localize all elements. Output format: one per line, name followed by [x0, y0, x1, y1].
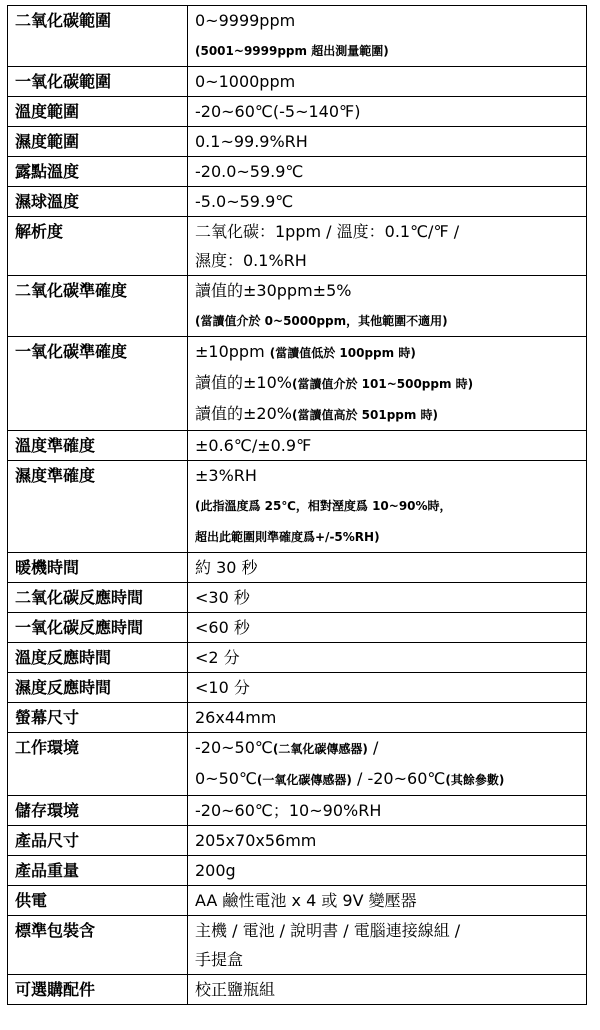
spec-label: 可選購配件 — [8, 975, 188, 1005]
spec-value-text: 0.1~99.9%RH — [195, 132, 308, 151]
spec-value-text: 校正鹽瓶組 — [195, 980, 276, 999]
spec-value — [188, 431, 587, 461]
spec-value-text: 200g — [195, 861, 236, 880]
spec-label: 一氧化碳範圍 — [8, 67, 188, 97]
spec-label: 二氧化碳準確度 — [8, 276, 188, 337]
spec-value-line — [195, 461, 586, 490]
spec-value-line — [195, 945, 586, 974]
spec-value-line — [195, 276, 586, 305]
spec-row — [8, 127, 587, 157]
spec-label: 標準包裝含 — [8, 916, 188, 975]
spec-value-text: 0~9999ppm — [195, 11, 296, 30]
spec-value-text: ±3%RH — [195, 466, 257, 485]
spec-value-text: 0~1000ppm — [195, 72, 296, 91]
spec-value-line — [195, 796, 586, 825]
spec-note-text: (當讀值介於 0~5000ppm，其他範圍不適用) — [195, 314, 448, 328]
spec-label: 溫度反應時間 — [8, 643, 188, 673]
spec-label: 濕球溫度 — [8, 187, 188, 217]
spec-value-text: 濕度：0.1%RH — [195, 251, 307, 270]
spec-label: 濕度準確度 — [8, 461, 188, 553]
spec-row — [8, 276, 587, 337]
spec-value-text: 0~50℃ — [195, 769, 257, 788]
spec-row — [8, 337, 587, 431]
spec-value-line — [195, 6, 586, 35]
spec-label: 儲存環境 — [8, 796, 188, 826]
spec-value — [188, 703, 587, 733]
spec-value-text: 約 30 秒 — [195, 558, 258, 577]
spec-value-line — [195, 856, 586, 885]
spec-value-line — [195, 305, 586, 336]
spec-note-text: (當讀值介於 101~500ppm 時) — [291, 377, 474, 391]
spec-value-text: <30 秒 — [195, 588, 250, 607]
spec-value-line — [195, 127, 586, 156]
spec-value-line — [195, 399, 586, 430]
spec-value-text: / — [367, 738, 379, 757]
spec-label: 一氧化碳反應時間 — [8, 613, 188, 643]
spec-value — [188, 613, 587, 643]
spec-value-text: <60 秒 — [195, 618, 250, 637]
spec-label: 一氧化碳準確度 — [8, 337, 188, 431]
spec-value-text: 手提盒 — [195, 950, 244, 969]
spec-value — [188, 6, 587, 67]
spec-label: 濕度範圍 — [8, 127, 188, 157]
spec-value-text: 26x44mm — [195, 708, 277, 727]
spec-value-line — [195, 431, 586, 460]
spec-row — [8, 703, 587, 733]
spec-value — [188, 796, 587, 826]
spec-value — [188, 916, 587, 975]
spec-row — [8, 97, 587, 127]
spec-value — [188, 643, 587, 673]
spec-value — [188, 157, 587, 187]
spec-value-text: <10 分 — [195, 678, 250, 697]
spec-value-line — [195, 583, 586, 612]
spec-note-text: (當讀值低於 100ppm 時) — [269, 346, 416, 360]
spec-value-text: 主機 / 電池 / 說明書 / 電腦連接線組 / — [195, 921, 461, 940]
spec-value — [188, 461, 587, 553]
spec-label: 供電 — [8, 886, 188, 916]
spec-row — [8, 673, 587, 703]
spec-value — [188, 97, 587, 127]
spec-value-text: / -20~60℃ — [351, 769, 446, 788]
spec-value-text: 二氧化碳：1ppm / 溫度：0.1℃/℉ / — [195, 222, 460, 241]
spec-value-text: -20~50℃ — [195, 738, 273, 757]
spec-value-line — [195, 67, 586, 96]
spec-label: 產品尺寸 — [8, 826, 188, 856]
spec-value — [188, 276, 587, 337]
spec-note-text: (二氧化碳傳感器) — [272, 742, 368, 756]
spec-value-text: <2 分 — [195, 648, 240, 667]
spec-label: 二氧化碳範圍 — [8, 6, 188, 67]
spec-value-line — [195, 613, 586, 642]
spec-row — [8, 733, 587, 796]
spec-value — [188, 217, 587, 276]
spec-value-text: -20~60℃(-5~140℉) — [195, 102, 361, 121]
spec-row — [8, 157, 587, 187]
spec-label: 產品重量 — [8, 856, 188, 886]
spec-note-text: (一氧化碳傳感器) — [256, 773, 352, 787]
spec-value-line — [195, 703, 586, 732]
spec-value-line — [195, 157, 586, 186]
spec-note-text: (其餘參數) — [445, 773, 505, 787]
spec-label: 二氧化碳反應時間 — [8, 583, 188, 613]
spec-value-line — [195, 337, 586, 368]
spec-value-line — [195, 217, 586, 246]
spec-value-line — [195, 733, 586, 764]
spec-note-text: (當讀值高於 501ppm 時) — [291, 408, 439, 422]
spec-value-line — [195, 521, 586, 552]
spec-value-text: -20.0~59.9℃ — [195, 162, 304, 181]
spec-note-text: (5001~9999ppm 超出測量範圍) — [195, 44, 389, 58]
spec-value-text: ±0.6℃/±0.9℉ — [195, 436, 312, 455]
spec-row — [8, 916, 587, 975]
spec-row — [8, 975, 587, 1005]
spec-value-text: ±10ppm — [195, 342, 270, 361]
spec-row — [8, 643, 587, 673]
spec-row — [8, 431, 587, 461]
spec-value-line — [195, 975, 586, 1004]
spec-value-text: 205x70x56mm — [195, 831, 317, 850]
spec-label: 螢幕尺寸 — [8, 703, 188, 733]
spec-value — [188, 975, 587, 1005]
spec-label: 暖機時間 — [8, 553, 188, 583]
spec-row — [8, 217, 587, 276]
spec-value — [188, 187, 587, 217]
spec-value-line — [195, 490, 586, 521]
spec-row — [8, 796, 587, 826]
spec-row — [8, 826, 587, 856]
spec-value — [188, 826, 587, 856]
spec-value — [188, 67, 587, 97]
spec-row — [8, 613, 587, 643]
spec-value — [188, 127, 587, 157]
spec-value-text: -20~60℃；10~90%RH — [195, 801, 382, 820]
spec-value-line — [195, 643, 586, 672]
spec-value-line — [195, 368, 586, 399]
spec-value — [188, 553, 587, 583]
spec-value — [188, 583, 587, 613]
spec-value-line — [195, 916, 586, 945]
spec-label: 工作環境 — [8, 733, 188, 796]
spec-label: 解析度 — [8, 217, 188, 276]
spec-table — [7, 5, 587, 1005]
spec-label: 溫度範圍 — [8, 97, 188, 127]
spec-label: 濕度反應時間 — [8, 673, 188, 703]
spec-value-line — [195, 826, 586, 855]
spec-note-text: 超出此範圍則準確度爲+/-5%RH) — [195, 530, 380, 544]
spec-row — [8, 461, 587, 553]
spec-label: 露點溫度 — [8, 157, 188, 187]
spec-row — [8, 886, 587, 916]
spec-table-body — [8, 6, 587, 1005]
spec-value-line — [195, 187, 586, 216]
spec-row — [8, 67, 587, 97]
spec-value-line — [195, 764, 586, 795]
spec-value-line — [195, 35, 586, 66]
spec-value-text: 讀值的±30ppm±5% — [195, 281, 352, 300]
spec-row — [8, 583, 587, 613]
spec-value-line — [195, 673, 586, 702]
spec-value-text: AA 鹼性電池 x 4 或 9V 變壓器 — [195, 891, 417, 910]
spec-value — [188, 886, 587, 916]
spec-value — [188, 856, 587, 886]
spec-value-text: 讀值的±10% — [195, 373, 292, 392]
spec-row — [8, 6, 587, 67]
spec-value — [188, 337, 587, 431]
spec-value-line — [195, 553, 586, 582]
spec-value-line — [195, 886, 586, 915]
spec-value-text: -5.0~59.9℃ — [195, 192, 294, 211]
spec-value-line — [195, 246, 586, 275]
spec-value-text: 讀值的±20% — [195, 404, 292, 423]
spec-label: 溫度準確度 — [8, 431, 188, 461]
spec-row — [8, 553, 587, 583]
spec-row — [8, 187, 587, 217]
spec-row — [8, 856, 587, 886]
spec-value — [188, 733, 587, 796]
spec-value-line — [195, 97, 586, 126]
spec-value — [188, 673, 587, 703]
spec-note-text: (此指溫度爲 25℃，相對溼度爲 10~90%時， — [195, 499, 452, 513]
